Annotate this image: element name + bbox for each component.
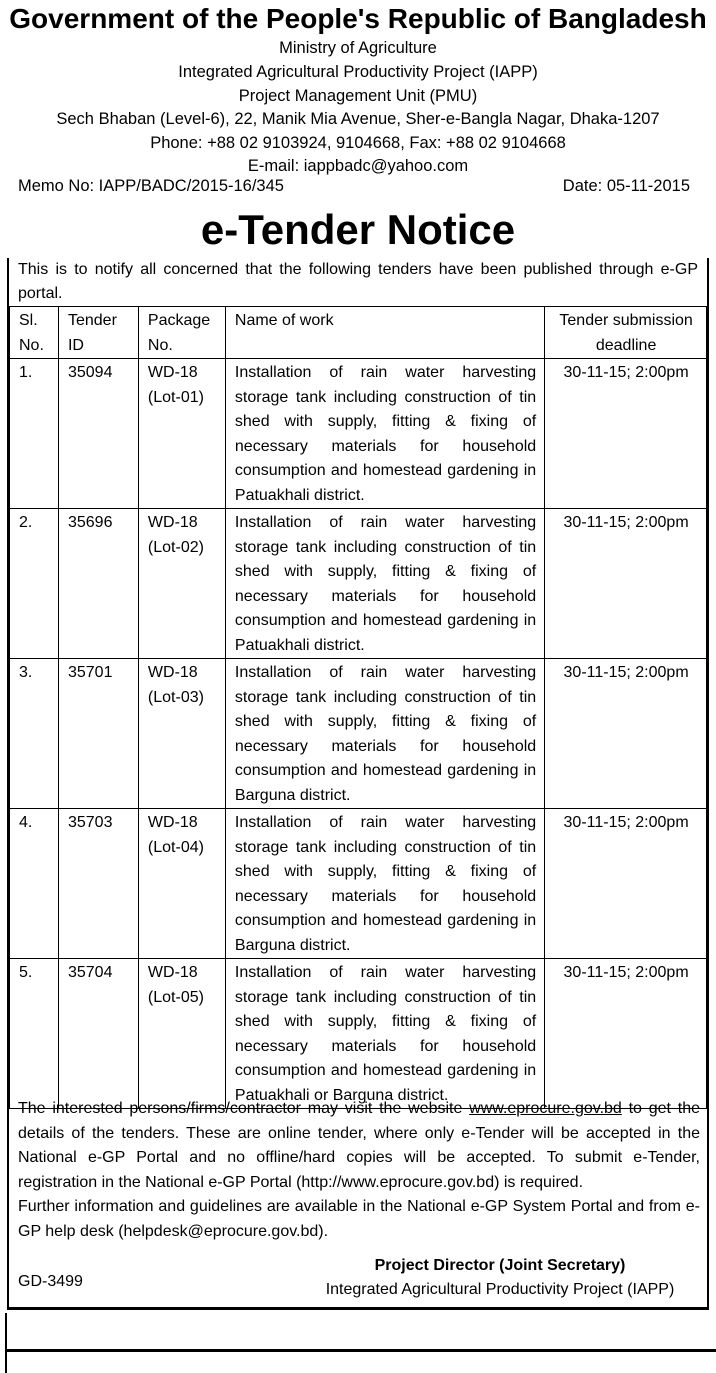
- page-title: Government of the People's Republic of Bangladesh: [9, 3, 707, 34]
- cell-deadline: 30-11-15; 2:00pm: [545, 809, 707, 959]
- footer-p1-start: The interested persons/firms/contractor may visit the website: [18, 1100, 470, 1117]
- next-notice-frame: [5, 1313, 716, 1349]
- cell-sl: 2.: [10, 509, 59, 659]
- table-row: [10, 509, 707, 659]
- cell-deadline: 30-11-15; 2:00pm: [545, 659, 707, 809]
- cell-tender-id: 35696: [58, 509, 138, 659]
- table-header-row: [10, 307, 707, 359]
- header-package: Package No.: [138, 307, 225, 359]
- table-row: [10, 809, 707, 959]
- cell-sl: 1.: [10, 359, 59, 509]
- cell-tender-id: 35094: [58, 359, 138, 509]
- footer-paragraph-2: Further information and guidelines are available in the National e-GP System Portal and from e-GP help desk (helpdesk@eprocure.gov.bd).: [18, 1198, 700, 1240]
- table-row: [10, 359, 707, 509]
- footer-text: [18, 1097, 700, 1244]
- header-tender-id: Tender ID: [58, 307, 138, 359]
- project-line: Integrated Agricultural Productivity Project (IAPP): [178, 63, 538, 81]
- header-sl: Sl. No.: [10, 307, 59, 359]
- cell-work: Installation of rain water harvesting storage tank including construction of tin shed with supply, fitting & fixing of necessary materials for household consumption and homestead gardening in Barguna district.: [225, 809, 544, 959]
- header-deadline: Tender submission deadline: [545, 307, 707, 359]
- cell-tender-id: 35703: [58, 809, 138, 959]
- cell-package: WD-18 (Lot-02): [138, 509, 225, 659]
- header-work: Name of work: [225, 307, 544, 359]
- table-row: [10, 959, 707, 1109]
- gd-number: GD-3499: [18, 1273, 83, 1290]
- cell-work: Installation of rain water harvesting storage tank including construction of tin shed with supply, fitting & fixing of necessary materials for household consumption and homestead gardening in Patuakhali district.: [225, 509, 544, 659]
- signature-title: Project Director (Joint Secretary): [374, 1257, 626, 1274]
- signature-org: Integrated Agricultural Productivity Project (IAPP): [325, 1281, 675, 1298]
- cell-sl: 4.: [10, 809, 59, 959]
- table-row: [10, 659, 707, 809]
- notice-date: Date: 05-11-2015: [562, 177, 690, 195]
- memo-number: Memo No: IAPP/BADC/2015-16/345: [18, 177, 284, 195]
- cell-work: Installation of rain water harvesting storage tank including construction of tin shed with supply, fitting & fixing of necessary materials for household consumption and homestead gardening in Patuakhali district.: [225, 359, 544, 509]
- cell-sl: 5.: [10, 959, 59, 1109]
- footer-paragraph-1: [18, 1097, 700, 1195]
- pmu-line: Project Management Unit (PMU): [238, 87, 478, 105]
- cell-package: WD-18 (Lot-05): [138, 959, 225, 1109]
- signature-block: [300, 1254, 700, 1302]
- ministry-line: Ministry of Agriculture: [279, 39, 437, 57]
- next-notice-frame-lower: [5, 1352, 716, 1373]
- cell-deadline: 30-11-15; 2:00pm: [545, 959, 707, 1109]
- cell-deadline: 30-11-15; 2:00pm: [545, 509, 707, 659]
- eprocure-link[interactable]: www.eprocure.gov.bd: [469, 1100, 622, 1117]
- notice-title: e-Tender Notice: [200, 206, 516, 253]
- cell-package: WD-18 (Lot-01): [138, 359, 225, 509]
- tender-table: [9, 306, 707, 1109]
- cell-tender-id: 35701: [58, 659, 138, 809]
- cell-tender-id: 35704: [58, 959, 138, 1109]
- cell-sl: 3.: [10, 659, 59, 809]
- intro-text: This is to notify all concerned that the following tenders have been published through e-GP portal.: [18, 261, 698, 302]
- phone-line: Phone: +88 02 9103924, 9104668, Fax: +88 02 9104668: [150, 134, 566, 152]
- cell-work: Installation of rain water harvesting storage tank including construction of tin shed with supply, fitting & fixing of necessary materials for household consumption and homestead gardening in Barguna district.: [225, 659, 544, 809]
- cell-deadline: 30-11-15; 2:00pm: [545, 359, 707, 509]
- footer-p1-end: to get the details of the tenders. These are online tender, where only e-Tender will be accepted in the National e-GP Portal and no offline/hard copies will be accepted. To submit e-Tender, registration in the National e-GP Portal (http://www.eprocure.gov.bd) is required.: [18, 1100, 700, 1191]
- address-line: Sech Bhaban (Level-6), 22, Manik Mia Avenue, Sher-e-Bangla Nagar, Dhaka-1207: [56, 110, 660, 128]
- email-line: E-mail: iappbadc@yahoo.com: [247, 157, 469, 175]
- cell-package: WD-18 (Lot-04): [138, 809, 225, 959]
- cell-package: WD-18 (Lot-03): [138, 659, 225, 809]
- cell-work: Installation of rain water harvesting storage tank including construction of tin shed with supply, fitting & fixing of necessary materials for household consumption and homestead gardening in Patuakhali or Barguna district.: [225, 959, 544, 1109]
